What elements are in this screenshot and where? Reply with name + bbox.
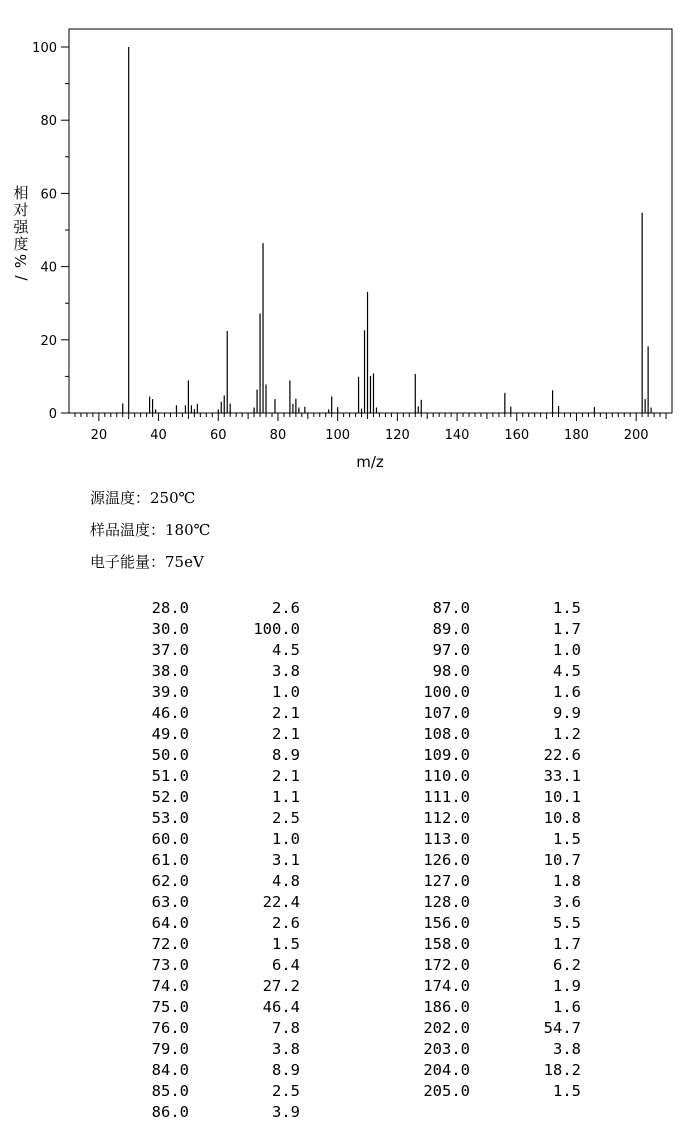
y-label-char: / [12, 275, 30, 281]
table-row [140, 598, 300, 619]
intensity-value: 10.1 [543, 788, 581, 806]
y-label-char: 强 [13, 218, 29, 236]
y-label-char: 对 [13, 201, 29, 219]
table-row [140, 619, 300, 640]
y-label-char: 度 [13, 235, 29, 253]
y-tick-label: 60 [40, 187, 57, 203]
y-tick-label: 0 [48, 407, 57, 422]
mz-value: 86.0 [151, 1103, 189, 1121]
table-row [405, 829, 581, 850]
intensity-value: 10.7 [543, 851, 581, 869]
mz-value: 76.0 [151, 1019, 189, 1037]
table-row [140, 661, 300, 682]
mz-value: 87.0 [432, 599, 470, 617]
x-axis [75, 413, 666, 443]
mz-value: 109.0 [423, 746, 470, 764]
x-tick-label: 40 [150, 428, 167, 443]
mz-value: 100.0 [423, 683, 470, 701]
intensity-value: 6.4 [272, 956, 300, 974]
x-tick-label: 140 [444, 428, 470, 443]
table-row [405, 955, 581, 976]
y-label-char: 相 [13, 184, 29, 202]
intensity-value: 2.5 [272, 809, 300, 827]
intensity-value: 1.1 [272, 788, 300, 806]
table-row [405, 787, 581, 808]
mz-value: 51.0 [151, 767, 189, 785]
table-row [140, 871, 300, 892]
source-temperature: 源温度：250℃ [90, 489, 196, 507]
x-tick-label: 120 [384, 428, 410, 443]
intensity-value: 22.4 [262, 893, 300, 911]
table-row [140, 1060, 300, 1081]
table-row [405, 850, 581, 871]
intensity-value: 5.5 [553, 914, 581, 932]
intensity-value: 1.2 [553, 725, 581, 743]
table-row [405, 1039, 581, 1060]
table-row [140, 850, 300, 871]
mz-value: 38.0 [151, 662, 189, 680]
intensity-value: 2.1 [272, 704, 300, 722]
intensity-value: 7.8 [272, 1019, 300, 1037]
mz-value: 85.0 [151, 1082, 189, 1100]
mz-value: 107.0 [423, 704, 470, 722]
table-row [405, 1081, 581, 1102]
intensity-value: 1.5 [553, 1082, 581, 1100]
intensity-value: 10.8 [543, 809, 581, 827]
table-row [405, 745, 581, 766]
mz-value: 30.0 [151, 620, 189, 638]
intensity-value: 100.0 [253, 620, 300, 638]
mz-value: 53.0 [151, 809, 189, 827]
intensity-value: 33.1 [543, 767, 581, 785]
intensity-value: 1.9 [553, 977, 581, 995]
mz-value: 49.0 [151, 725, 189, 743]
mz-value: 97.0 [432, 641, 470, 659]
mz-value: 89.0 [432, 620, 470, 638]
intensity-value: 2.1 [272, 725, 300, 743]
table-row [140, 787, 300, 808]
mz-value: 28.0 [151, 599, 189, 617]
intensity-value: 2.6 [272, 914, 300, 932]
y-tick-label: 80 [40, 114, 57, 130]
mz-value: 75.0 [151, 998, 189, 1016]
intensity-value: 1.0 [553, 641, 581, 659]
table-row [140, 640, 300, 661]
mz-value: 128.0 [423, 893, 470, 911]
mz-value: 205.0 [423, 1082, 470, 1100]
intensity-value: 1.5 [553, 599, 581, 617]
mz-value: 61.0 [151, 851, 189, 869]
mz-value: 202.0 [423, 1019, 470, 1037]
table-row [405, 997, 581, 1018]
table-row [405, 913, 581, 934]
intensity-value: 9.9 [553, 704, 581, 722]
mz-value: 39.0 [151, 683, 189, 701]
intensity-value: 8.9 [272, 1061, 300, 1079]
intensity-value: 1.5 [553, 830, 581, 848]
intensity-value: 18.2 [543, 1061, 581, 1079]
table-row [405, 1018, 581, 1039]
table-row [140, 1018, 300, 1039]
mz-value: 64.0 [151, 914, 189, 932]
mz-value: 63.0 [151, 893, 189, 911]
table-row [140, 682, 300, 703]
intensity-value: 4.5 [272, 641, 300, 659]
mz-value: 74.0 [151, 977, 189, 995]
table-row [140, 934, 300, 955]
table-row [140, 1081, 300, 1102]
x-tick-label: 80 [269, 428, 287, 443]
mz-value: 79.0 [151, 1040, 189, 1058]
sample-temperature: 样品温度：180℃ [90, 521, 211, 539]
table-row [405, 682, 581, 703]
mz-value: 172.0 [423, 956, 470, 974]
table-row [140, 724, 300, 745]
table-row [140, 976, 300, 997]
intensity-value: 22.6 [543, 746, 581, 764]
table-row [140, 913, 300, 934]
table-row [405, 934, 581, 955]
mz-value: 84.0 [151, 1061, 189, 1079]
intensity-value: 1.6 [553, 998, 581, 1016]
table-row [405, 808, 581, 829]
table-row [140, 829, 300, 850]
mz-value: 126.0 [423, 851, 470, 869]
mz-value: 127.0 [423, 872, 470, 890]
intensity-value: 3.6 [553, 893, 581, 911]
table-row [405, 640, 581, 661]
x-tick-label: 60 [209, 428, 227, 443]
intensity-value: 2.6 [272, 599, 300, 617]
mz-value: 37.0 [151, 641, 189, 659]
mz-value: 158.0 [423, 935, 470, 953]
mz-value: 46.0 [151, 704, 189, 722]
intensity-value: 3.8 [553, 1040, 581, 1058]
x-axis-label: m/z [356, 453, 384, 471]
y-tick-label: 100 [32, 41, 57, 56]
mz-value: 186.0 [423, 998, 470, 1016]
electron-energy: 电子能量：75eV [90, 553, 204, 571]
x-tick-label: 160 [504, 428, 530, 443]
intensity-value: 3.8 [272, 1040, 300, 1058]
table-row [140, 766, 300, 787]
mz-value: 174.0 [423, 977, 470, 995]
mz-value: 203.0 [423, 1040, 470, 1058]
intensity-value: 1.6 [553, 683, 581, 701]
mz-value: 73.0 [151, 956, 189, 974]
table-row [140, 703, 300, 724]
intensity-value: 2.1 [272, 767, 300, 785]
intensity-value: 54.7 [543, 1019, 581, 1037]
intensity-value: 27.2 [262, 977, 300, 995]
table-row [405, 619, 581, 640]
intensity-value: 2.5 [272, 1082, 300, 1100]
table-row [140, 955, 300, 976]
mz-value: 110.0 [423, 767, 470, 785]
table-row [405, 766, 581, 787]
table-row [405, 724, 581, 745]
mz-value: 50.0 [151, 746, 189, 764]
y-label-char: % [12, 253, 30, 269]
intensity-value: 3.9 [272, 1103, 300, 1121]
table-row [140, 892, 300, 913]
intensity-value: 1.5 [272, 935, 300, 953]
spectrum-bars [123, 47, 651, 413]
table-row [140, 745, 300, 766]
mz-value: 111.0 [423, 788, 470, 806]
intensity-value: 8.9 [272, 746, 300, 764]
table-row [140, 1102, 300, 1123]
intensity-value: 1.7 [553, 620, 581, 638]
peak-table-right [405, 598, 581, 1102]
table-row [405, 598, 581, 619]
x-tick-label: 180 [564, 428, 589, 443]
intensity-value: 3.1 [272, 851, 300, 869]
table-row [405, 892, 581, 913]
mz-value: 204.0 [423, 1061, 470, 1079]
y-tick-label: 40 [40, 260, 57, 276]
peak-table-left [140, 598, 300, 1123]
intensity-value: 1.0 [272, 683, 300, 701]
intensity-value: 1.0 [272, 830, 300, 848]
table-row [140, 997, 300, 1018]
y-tick-label: 20 [40, 333, 57, 349]
x-tick-label: 100 [325, 428, 351, 443]
intensity-value: 4.8 [272, 872, 300, 890]
intensity-value: 1.8 [553, 872, 581, 890]
mz-value: 52.0 [151, 788, 189, 806]
x-tick-label: 20 [90, 428, 108, 443]
mz-value: 60.0 [151, 830, 189, 848]
intensity-value: 6.2 [553, 956, 581, 974]
mz-value: 62.0 [151, 872, 189, 890]
mass-spectrum-chart [0, 0, 696, 480]
table-row [405, 1060, 581, 1081]
table-row [405, 976, 581, 997]
intensity-value: 4.5 [553, 662, 581, 680]
intensity-value: 46.4 [262, 998, 300, 1016]
y-axis-label [12, 184, 30, 281]
table-row [140, 1039, 300, 1060]
x-tick-label: 200 [623, 428, 649, 443]
mz-value: 156.0 [423, 914, 470, 932]
mz-value: 72.0 [151, 935, 189, 953]
table-row [140, 808, 300, 829]
mz-value: 113.0 [423, 830, 470, 848]
mz-value: 98.0 [432, 662, 470, 680]
table-row [405, 871, 581, 892]
mz-value: 108.0 [423, 725, 470, 743]
table-row [405, 703, 581, 724]
intensity-value: 3.8 [272, 662, 300, 680]
table-row [405, 661, 581, 682]
intensity-value: 1.7 [553, 935, 581, 953]
mz-value: 112.0 [423, 809, 470, 827]
plot-frame [69, 29, 672, 413]
y-axis [32, 41, 69, 422]
